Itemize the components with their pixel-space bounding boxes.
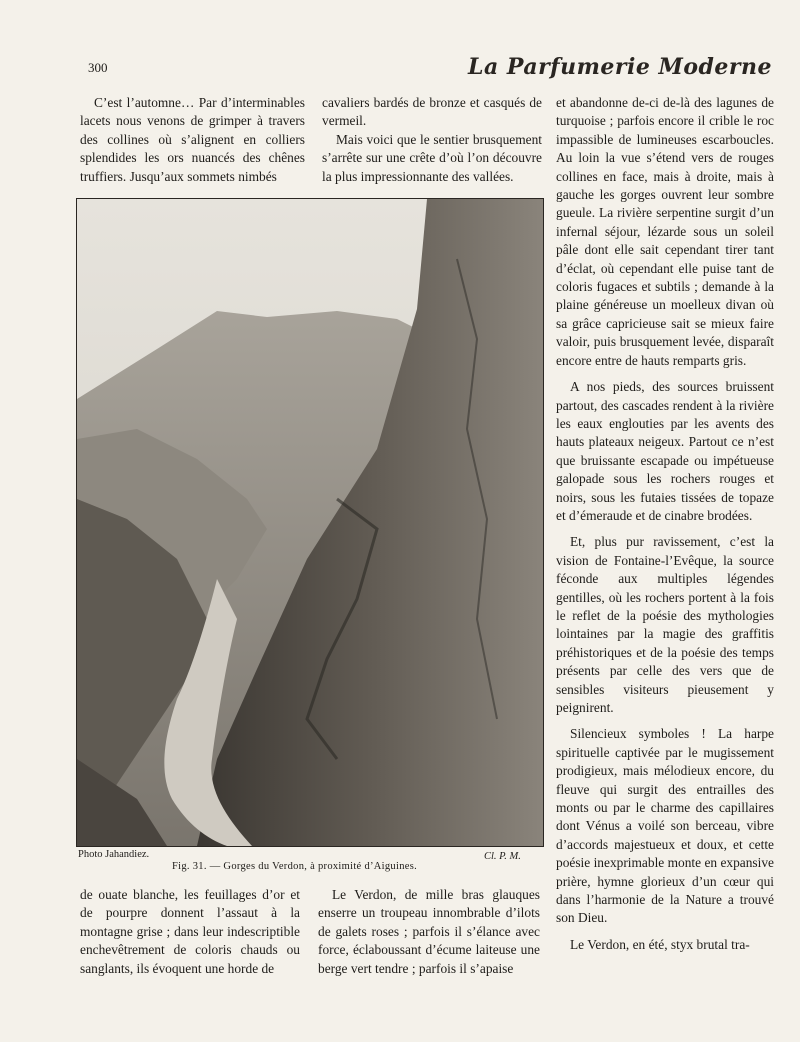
paragraph: de ouate blanche, les feuillages d’or et de pourpre donnent l’assaut à la montagne grise ; dans leur indescriptible enchevêtrement de coloris chauds ou sanglants, ils évoquent une horde de: [80, 887, 300, 976]
figure-caption: Fig. 31. — Gorges du Verdon, à proximité d’Aiguines.: [172, 861, 418, 872]
paragraph: et abandonne de-ci de-là des lagunes de turquoise ; parfois encore il crible le roc impassible de lumineuses escarboucles. Au loin la vue s’étend vers de rouges collines en face, mais à droite, mais à gauche les gorges ouvrent leur sombre gueule. La rivière serpentine surgit d’un infernal séjour, lézarde sous un soleil pâle dont elle sait cependant tirer tant d’éclat, où cependant elle puise tant de coloris fugaces et subtils ; demande à la plaine généreuse un moelleux divan où sa grâce capricieuse sait se mieux faire valoir, puis brusquement levée, disparaît encore entre de hauts remparts gris.: [556, 95, 774, 368]
paragraph: C’est l’automne… Par d’interminables lacets nous venons de grimper à travers des collines où s’alignent en colliers splendides les ors nuancés des chênes truffiers. Jusqu’aux sommets nimbés: [80, 95, 305, 184]
column-2-top: [322, 94, 542, 186]
paragraph: Le Verdon, en été, styx brutal tra-: [570, 936, 750, 952]
paragraph: Silencieux symboles ! La harpe spirituelle captivée par le mugissement prodigieux, mais mélodieux encore, du fleuve qui surgit des entrailles des monts ou par le charme des capillaires dont Vénus a voilé son berceau, vibre d’accords majestueux et doux, et cette poésie inexprimable monte en expansive prière, hymne glorieux d’un cœur qui dans l’harmonie de la Nature a trouvé son Dieu.: [556, 726, 774, 926]
gorge-photograph: [76, 198, 544, 847]
paragraph: Mais voici que le sentier brusquement s’arrête sur une crête d’où l’on découvre la plus impressionnante des vallées.: [322, 131, 542, 184]
paragraph: A nos pieds, des sources bruissent partout, des cascades rendent à la rivière les eaux englouties par les avents des hauts plateaux neigeux. Partout ce n’est que bruissante escapade ou impétueuse galopade sous les rochers rouges et noirs, sous les futaies tissées de topaze et d’émeraude et de cinabre brodées.: [556, 379, 774, 523]
column-2-bottom: [318, 886, 540, 978]
photo-credit: Photo Jahandiez.: [78, 849, 150, 860]
photo-rights: Cl. P. M.: [484, 851, 521, 862]
column-3: [556, 94, 774, 962]
paragraph: Et, plus pur ravissement, c’est la vision de Fontaine-l’Evêque, la source féconde aux multiples légendes gentilles, où les rochers portent à la fois le reflet de la poésie des mythologies lointaines par la magie des graffitis préhistoriques et de la poésie des temps présents par celle des vers que de sensibles visiteurs pieusement y peignirent.: [556, 534, 774, 715]
gorge-photo-illustration: [77, 199, 543, 846]
column-1-bottom: [80, 886, 300, 978]
paragraph: cavaliers bardés de bronze et casqués de vermeil.: [322, 95, 542, 129]
page-number: 300: [88, 60, 108, 75]
paragraph: Le Verdon, de mille bras glauques enserre un troupeau innombrable d’ilots de galets roses ; parfois il s’élance avec force, éclaboussant d’écume laiteuse une berge vert tendre ; parfois il s’apaise: [318, 887, 540, 976]
column-1-top: [80, 94, 305, 186]
running-title: La Parfumerie Moderne: [467, 54, 772, 80]
